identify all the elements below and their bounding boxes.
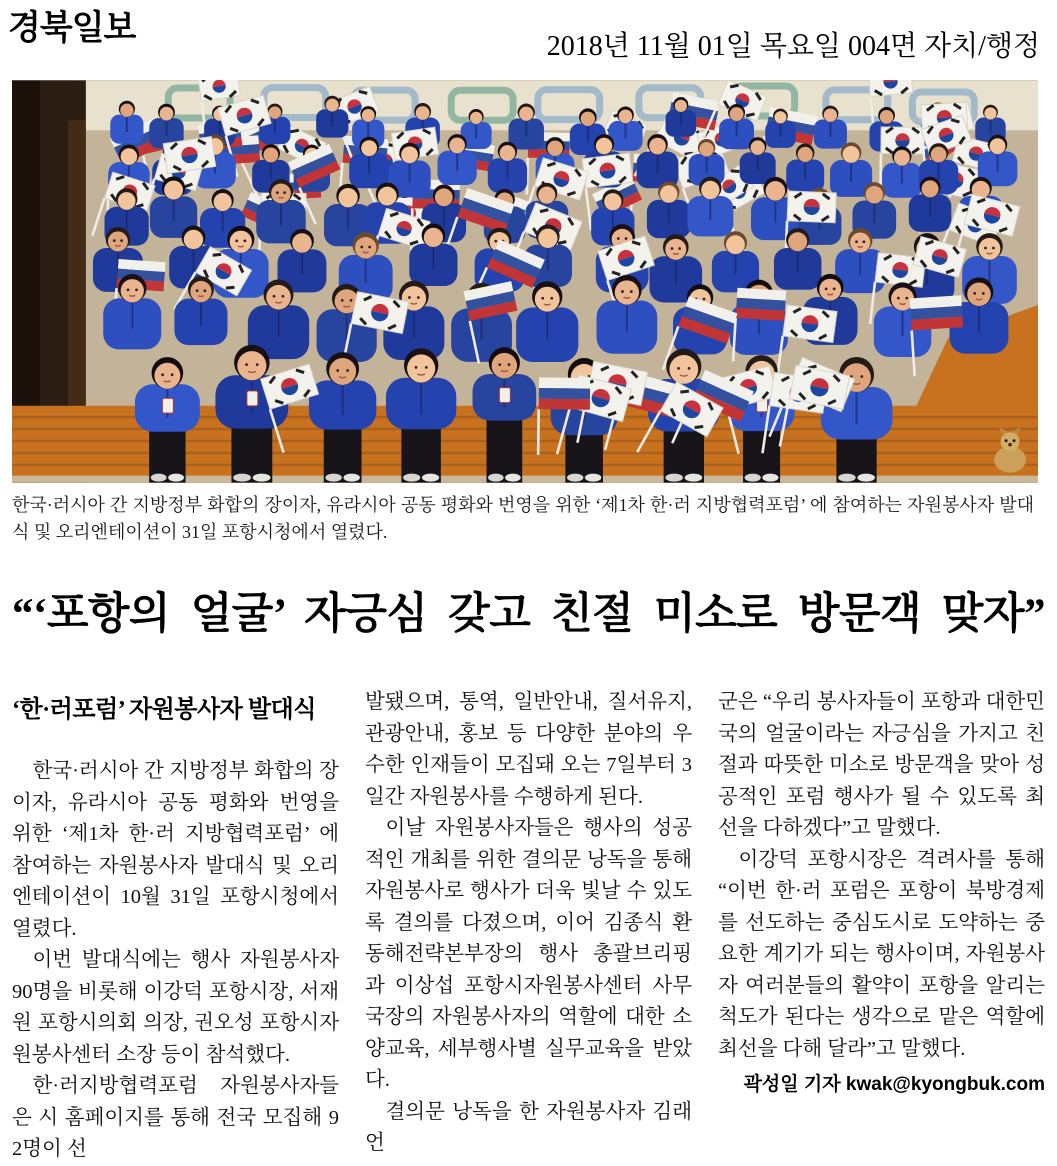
newspaper-logo: 경북일보 xyxy=(8,0,135,49)
column-text xyxy=(12,756,339,1166)
article-paragraph: 이번 발대식에는 행사 자원봉사자 90명을 비롯해 이강덕 포항시장, 서재원 포항시의회 의장, 권오성 포항시자원봉사센터 소장 등이 참석했다. xyxy=(12,945,339,1071)
article-paragraph: 군은 “우리 봉사자들이 포항과 대한민국의 얼굴이라는 자긍심을 가지고 친절과 따뜻한 미소로 방문객을 맞아 성공적인 포럼 행사가 될 수 있도록 최선을 다하겠다”고 말했다. xyxy=(718,687,1045,845)
dateline: 2018년 11월 01일 목요일 004면 자치/행정 xyxy=(547,24,1040,64)
masthead xyxy=(0,0,1057,80)
article-paragraph: 결의문 낭독을 한 자원봉사자 김래언 xyxy=(365,1097,692,1160)
subheading: ‘한·러포럼’ 자원봉사자 발대식 xyxy=(12,689,339,724)
photo-caption: 한국·러시아 간 지방정부 화합의 장이자, 유라시아 공동 평화와 번영을 위한 ‘제1차 한·러 지방협력포럼’ 에 참여하는 자원봉사자 발대식 및 오리엔테이션이 31일 포항시청에서 열렸다. xyxy=(12,492,1034,546)
article-paragraph: 이강덕 포항시장은 격려사를 통해 “이번 한·러 포럼은 포항이 북방경제를 선도하는 중심도시로 도약하는 중요한 계기가 되는 행사이며, 자원봉사자 여러분들의 활약이 포항을 알리는 척도가 된다는 생각으로 맡은 역할에 최선을 다해 달라”고 말했다. xyxy=(718,845,1045,1066)
byline: 곽성일 기자 kwak@kyongbuk.com xyxy=(718,1069,1045,1096)
headline: “‘포항의 얼굴’ 자긍심 갖고 친절 미소로 방문객 맞자” xyxy=(12,580,1045,641)
article-paragraph: 한국·러시아 간 지방정부 화합의 장이자, 유라시아 공동 평화와 번영을 위한 ‘제1차 한·러 지방협력포럼’ 에 참여하는 자원봉사자 발대식 및 오리엔테이션이 10월 31일 포항시청에서 열렸다. xyxy=(12,756,339,945)
article-photo xyxy=(12,80,1038,483)
article-paragraph: 이날 자원봉사자들은 행사의 성공적인 개최를 위한 결의문 낭독을 통해 자원봉사로 행사가 더욱 빛날 수 있도록 결의를 다졌으며, 이어 김종식 환동해전략본부장의 행사 총괄브리핑과 이상섭 포항시자원봉사센터 사무국장의 자원봉사자의 역할에 대한 소양교육, 세부행사별 실무교육을 받았다. xyxy=(365,813,692,1097)
article-paragraph: 한·러지방협력포럼 자원봉사자들은 시 홈페이지를 통해 전국 모집해 92명이 선 xyxy=(12,1071,339,1166)
article-paragraph: 발됐으며, 통역, 일반안내, 질서유지, 관광안내, 홍보 등 다양한 분야의 우수한 인재들이 모집돼 오는 7일부터 3일간 자원봉사를 수행하게 된다. xyxy=(365,687,692,813)
article-column-1 xyxy=(12,687,339,1166)
article-body xyxy=(12,687,1045,1166)
column-text xyxy=(718,687,1045,1065)
article-column-2 xyxy=(365,687,692,1166)
article-column-3 xyxy=(718,687,1045,1166)
column-text xyxy=(365,687,692,1160)
photo-illustration xyxy=(12,80,1038,483)
